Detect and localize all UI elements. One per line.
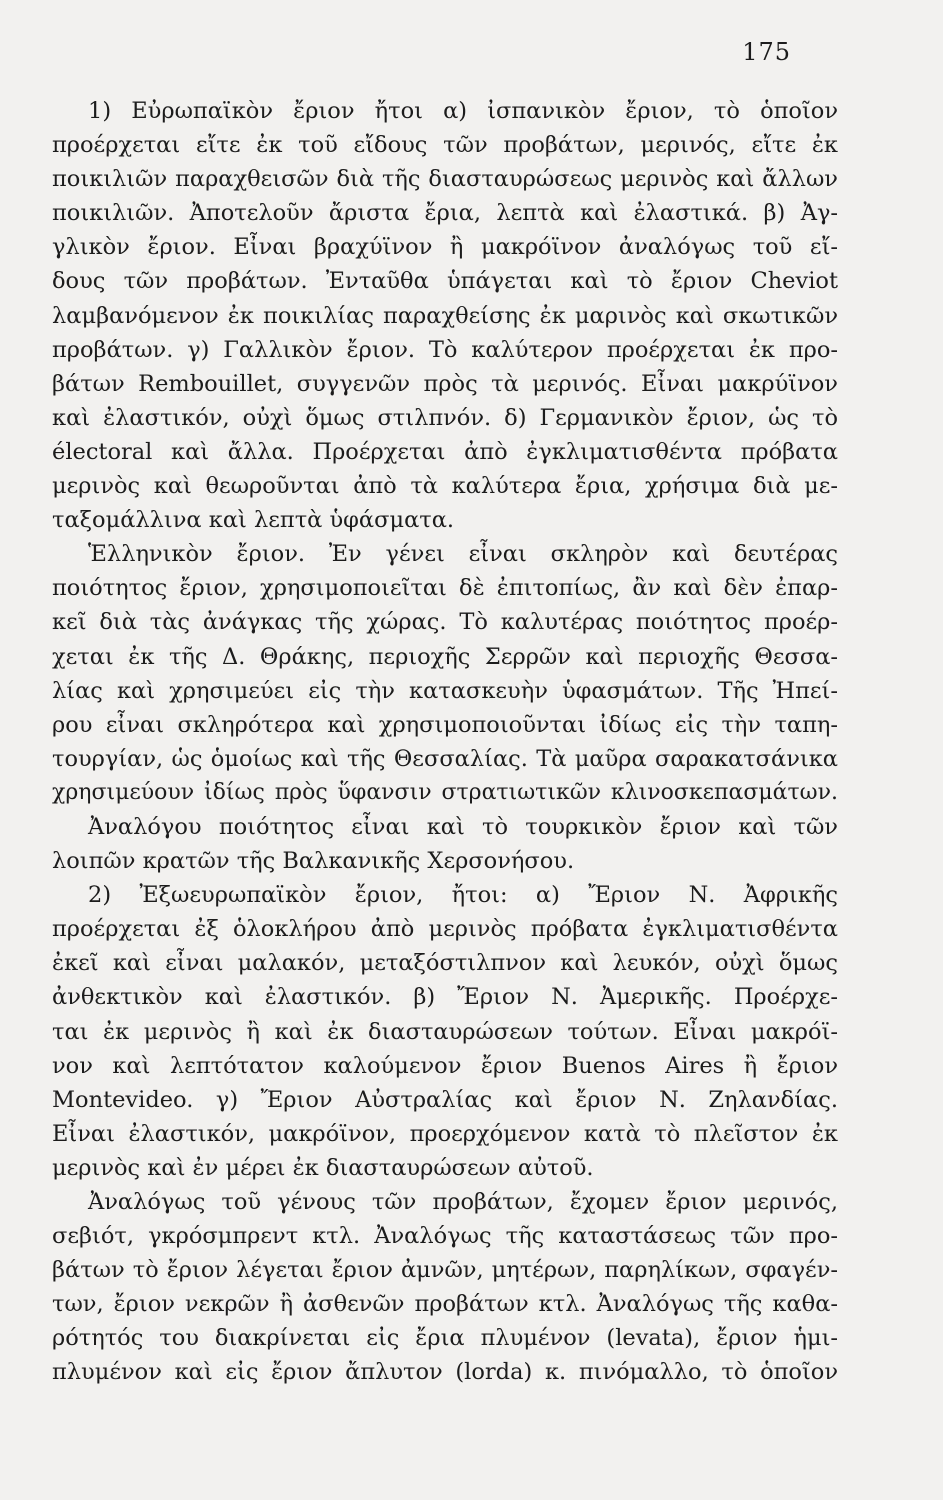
text-line: ποιότητος ἔριον, χρησιμοποιεῖται δὲ ἐπιτοπίως, ἂν καὶ δὲν ἐπαρ- — [52, 575, 838, 602]
text-line: ταξομάλλινα καὶ λεπτὰ ὑφάσματα. — [52, 507, 455, 534]
text-line: 2) Ἐξωευρωπαϊκὸν ἔριον, ἤτοι: α) Ἔριον Ν. Ἀφρικῆς — [88, 882, 838, 909]
text-line: Montevideo. γ) Ἔριον Αὐστραλίας καὶ ἔριον Ν. Ζηλανδίας. — [52, 1086, 838, 1113]
text-line: Ἀναλόγως τοῦ γένους τῶν προβάτων, ἔχομεν ἔριον μερινός, — [88, 1189, 838, 1215]
text-line: μερινὸς καὶ ἐν μέρει ἐκ διασταυρώσεων αὐτοῦ. — [52, 1154, 594, 1181]
text-line: σεβιότ, γκρόσμπρεντ κτλ. Ἀναλόγως τῆς καταστάσεως τῶν προ- — [52, 1223, 838, 1250]
text-line: Ἀναλόγου ποιότητος εἶναι καὶ τὸ τουρκικὸν ἔριον καὶ τῶν — [88, 813, 838, 840]
text-line: τουργίαν, ὡς ὁμοίως καὶ τῆς Θεσσαλίας. Τὰ μαῦρα σαρακατσάνικα — [52, 745, 838, 772]
text-line: προέρχεται εἴτε ἐκ τοῦ εἴδους τῶν προβάτων, μερινός, εἴτε ἐκ — [52, 132, 838, 159]
page-number: 175 — [742, 38, 791, 66]
text-line: κεῖ διὰ τὰς ἀνάγκας τῆς χώρας. Τὸ καλυτέρας ποιότητος προέρ- — [52, 609, 838, 636]
text-line: λίας καὶ χρησιμεύει εἰς τὴν κατασκευὴν ὑφασμάτων. Τῆς Ἠπεί- — [52, 677, 838, 704]
text-line: των, ἔριον νεκρῶν ἢ ἀσθενῶν προβάτων κτλ. Ἀναλόγως τῆς καθα- — [52, 1291, 838, 1318]
text-line: προέρχεται ἐξ ὁλοκλήρου ἀπὸ μερινὸς πρόβατα ἐγκλιματισθέντα — [52, 916, 838, 943]
text-line: ρότητός του διακρίνεται εἰς ἔρια πλυμένον (levata), ἔριον ἡμι- — [52, 1325, 838, 1352]
text-line: βάτων Rembouillet, συγγενῶν πρὸς τὰ μερινός. Εἶναι μακρύϊνον — [52, 370, 838, 397]
text-line: χεται ἐκ τῆς Δ. Θράκης, περιοχῆς Σερρῶν καὶ περιοχῆς Θεσσα- — [52, 643, 838, 670]
text-line: μερινὸς καὶ θεωροῦνται ἀπὸ τὰ καλύτερα ἔρια, χρήσιμα διὰ με- — [52, 473, 838, 500]
text-line: ἀνθεκτικὸν καὶ ἐλαστικόν. β) Ἔριον Ν. Ἀμερικῆς. Προέρχε- — [52, 984, 838, 1011]
text-line: Εἶναι ἐλαστικόν, μακρόϊνον, προερχόμενον κατὰ τὸ πλεῖστον ἐκ — [52, 1120, 838, 1147]
text-line: ται ἐκ μερινὸς ἢ καὶ ἐκ διασταυρώσεων τούτων. Εἶναι μακρόϊ- — [52, 1018, 838, 1045]
text-line: λαμβανόμενον ἐκ ποικιλίας παραχθείσης ἐκ μαρινὸς καὶ σκωτικῶν — [52, 302, 838, 329]
text-line: πλυμένον καὶ εἰς ἔριον ἄπλυτον (lorda) κ. πινόμαλλο, τὸ ὁποῖον — [52, 1359, 838, 1386]
text-line: ποικιλιῶν παραχθεισῶν διὰ τῆς διασταυρώσεως μερινὸς καὶ ἄλλων — [52, 166, 838, 193]
text-line: ποικιλιῶν. Ἀποτελοῦν ἄριστα ἔρια, λεπτὰ καὶ ἐλαστικά. β) Ἀγ- — [52, 200, 838, 227]
text-line: νον καὶ λεπτότατον καλούμενον ἔριον Buenos Aires ἢ ἔριον — [52, 1052, 838, 1079]
text-line: χρησιμεύουν ἰδίως πρὸς ὕφανσιν στρατιωτικῶν κλινοσκεπασμάτων. — [52, 779, 838, 805]
text-line: βάτων τὸ ἔριον λέγεται ἔριον ἀμνῶν, μητέρων, παρηλίκων, σφαγέν- — [52, 1257, 838, 1284]
body-text — [52, 94, 838, 1390]
text-line: λοιπῶν κρατῶν τῆς Βαλκανικῆς Χερσονήσου. — [52, 848, 575, 875]
text-line: 1) Εὐρωπαϊκὸν ἔριον ἤτοι α) ἰσπανικὸν ἔριον, τὸ ὁποῖον — [88, 98, 838, 124]
text-line: καὶ ἐλαστικόν, οὐχὶ ὅμως στιλπνόν. δ) Γερμανικὸν ἔριον, ὡς τὸ — [52, 404, 838, 431]
text-line: ρου εἶναι σκληρότερα καὶ χρησιμοποιοῦνται ἰδίως εἰς τὴν ταπη- — [52, 711, 838, 738]
text-line: Ἑλληνικὸν ἔριον. Ἐν γένει εἶναι σκληρὸν καὶ δευτέρας — [88, 541, 838, 568]
text-line: électoral καὶ ἄλλα. Προέρχεται ἀπὸ ἐγκλιματισθέντα πρόβατα — [52, 438, 838, 465]
text-line: ἐκεῖ καὶ εἶναι μαλακόν, μεταξόστιλπνον καὶ λευκόν, οὐχὶ ὅμως — [52, 950, 838, 977]
text-line: προβάτων. γ) Γαλλικὸν ἔριον. Τὸ καλύτερον προέρχεται ἐκ προ- — [52, 336, 838, 363]
text-line: γλικὸν ἔριον. Εἶναι βραχύϊνον ἢ μακρόϊνον ἀναλόγως τοῦ εἴ- — [52, 234, 838, 261]
text-line: δους τῶν προβάτων. Ἐνταῦθα ὑπάγεται καὶ τὸ ἔριον Cheviot — [52, 268, 838, 295]
